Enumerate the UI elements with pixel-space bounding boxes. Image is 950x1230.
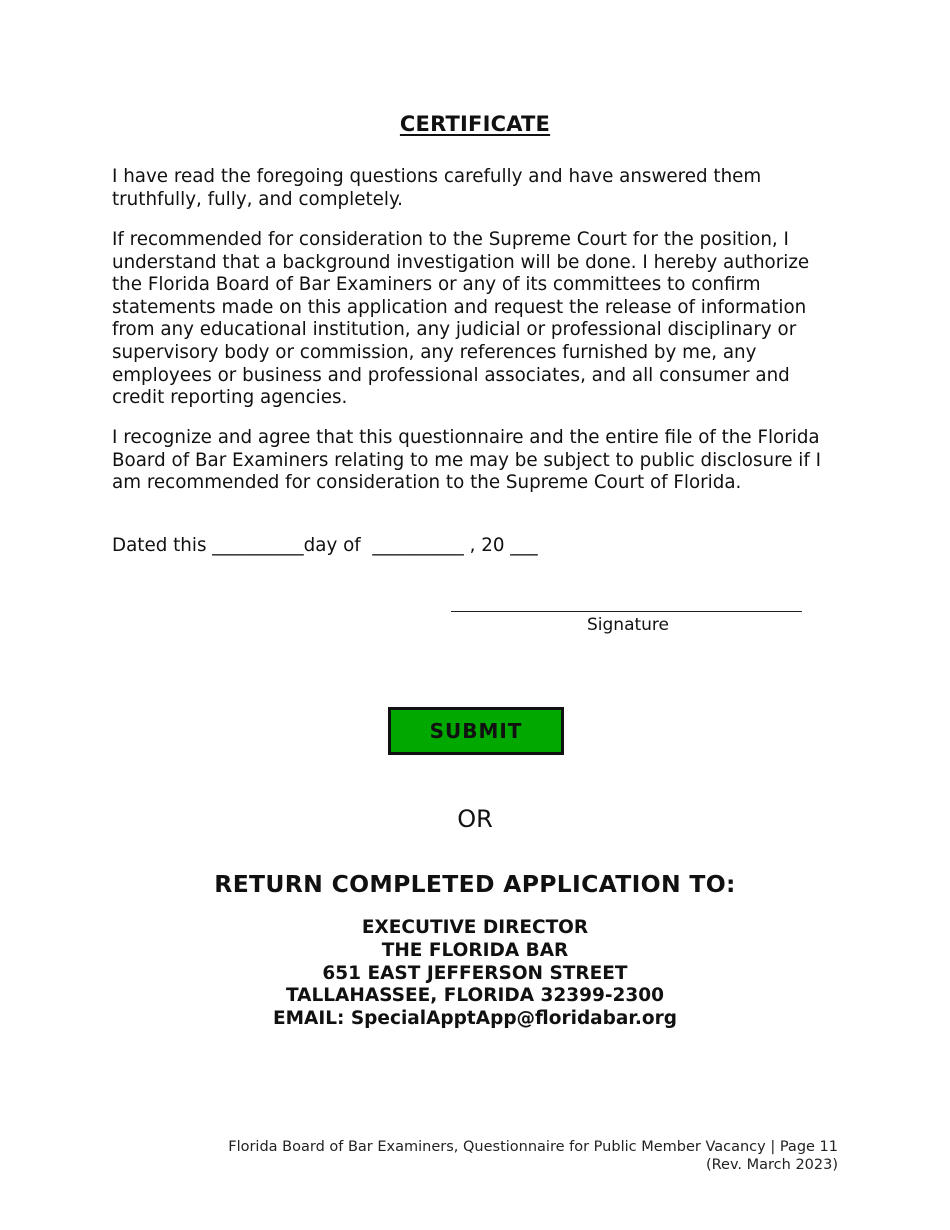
certificate-paragraph-truthfulness: I have read the foregoing questions carefully and have answered them truthfully, fully, and completely. [112, 166, 762, 210]
or-separator: OR [457, 805, 493, 833]
footer-line-revision: (Rev. March 2023) [705, 1156, 838, 1173]
page-footer [228, 1139, 838, 1174]
address-line-organization: THE FLORIDA BAR [381, 939, 569, 961]
signature-line [451, 611, 802, 612]
submit-button[interactable]: SUBMIT [388, 707, 564, 755]
dated-line: Dated this __________day of __________ , 20 ___ [112, 535, 538, 556]
certificate-title: CERTIFICATE [399, 112, 551, 136]
certificate-paragraph-disclosure: I recognize and agree that this questionnaire and the entire file of the Florida Board of Bar Examiners relating to me may be subject to public disclosure if I am recommended for consideration to the Supreme Court of Florida. [112, 427, 821, 494]
address-line-city: TALLAHASSEE, FLORIDA 32399-2300 [285, 985, 665, 1007]
certificate-paragraph-authorization: If recommended for consideration to the Supreme Court for the position, I understand that a background investigation will be done. I hereby authorize the Florida Board of Bar Examiners or any of its committees to confirm statements made on this application and request the release of information from any educational institution, any judicial or professional disciplinary or supervisory body or commission, any references furnished by me, any employees or business and professional associates, and all consumer and credit reporting agencies. [112, 229, 810, 409]
footer-line-title: Florida Board of Bar Examiners, Questionnaire for Public Member Vacancy | Page 11 [228, 1139, 838, 1155]
address-line-street: 651 EAST JEFFERSON STREET [322, 962, 628, 984]
mailing-address [0, 917, 950, 1031]
return-heading: RETURN COMPLETED APPLICATION TO: [214, 870, 736, 898]
address-line-director: EXECUTIVE DIRECTOR [361, 917, 589, 938]
address-line-email: EMAIL: SpecialApptApp@floridabar.org [272, 1008, 677, 1030]
signature-label: Signature [586, 615, 669, 635]
